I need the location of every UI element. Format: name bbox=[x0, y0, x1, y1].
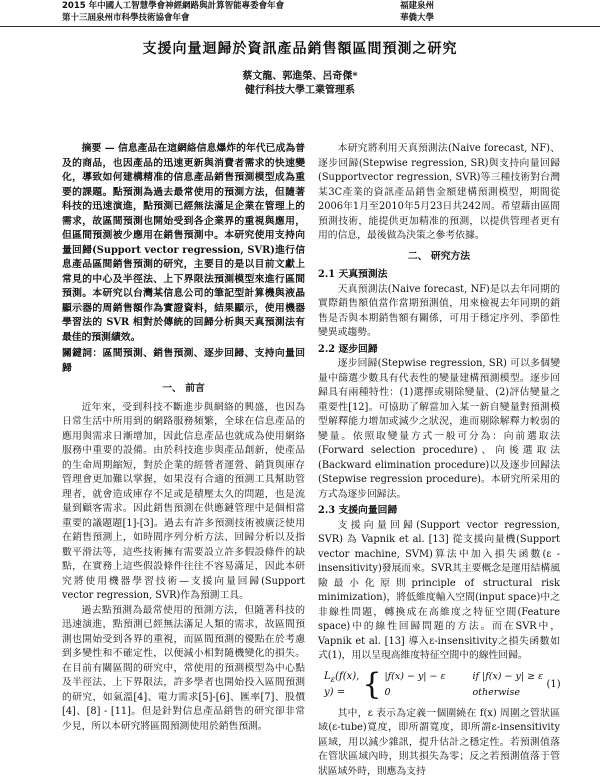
author-block bbox=[0, 70, 600, 98]
intro-paragraph-1: 近年來，受到科技不斷進步與網絡的興盛，也因為日常生活中所用到的網路服務頻繁，全球在信息產品的應用與需求日漸增加，因此信息產品也就成為使用網絡服務中重要的設備。由於科技進步與產品創新，使產品的生命周期縮短，對於企業的經營者運營、銷貨與庫存管理會更加難以掌握，如果沒有合適的預測工具幫助管理者，就會造成庫存不足或是積壓太久的問題，也是流量到顧客需求。因此銷售預測在供應鏈管理中是個相當重要的議題題[1]-[3]。過去有許多預測技術被廣泛使用在銷售預測上，如時間序列分析方法、回歸分析以及指數平滑法等，這些技術擁有需要設立許多假設條件的缺點，在實務上這些假設條件往往不容易滿足，因此本研究將使用機器學習技術—支援向量回歸(Support vector regression, SVR)作為預測工具。 bbox=[62, 401, 305, 604]
left-brace-icon: { bbox=[362, 670, 381, 700]
equation-cases bbox=[359, 670, 546, 701]
svr-paragraph: 支援向量回歸(Support vector regression, SVR) 為 Vapnik et al. [13] 從支援向量機(Support vector machine, SVM)算法中加入損失函數(ε -insensitivity)發展而來。SVR其主要概念是運用結構風險最小化原則principle of structural risk minimization)，將低維度輸入空間(input space)中之非線性問題，轉換成在高維度之特征空間(Feature space)中的線性回歸問題的方法。而在SVR中，Vapnik et al. [13] 導入ε-insensitivity之損失函數如式(1)，用以呈現高維度特征空間中的線性回歸。 bbox=[318, 519, 560, 664]
intro-paragraph-2: 過去點預測為最常使用的預測方法，但隨著科技的迅速演進，點預測已經無法滿足人類的需求，故區間預測也開始受到各界的重視，而區間預測的優點在於考慮到多變性和不確定性，以便減小相對隨機變化的損失。在目前有關區間的研究中，常使用的預測模型為中心點及半徑法、上下界限法，許多學者也開始投入區間預測的研究，如氣溫[4]、電力需求[5]-[6]、匯率[7]、股價[4]、[8] - [11]。但是針對信息產品銷售的研究卻非常少見，所以本研究將區間預測使用於銷售預測。 bbox=[62, 604, 305, 735]
intro-paragraph-3: 本研究將利用天真預測法(Naive forecast, NF)、逐步回歸(Stepwise regression, SR)與支持向量回歸(Supportvector regression, SVR)等三種技術對台灣某3C產業的資訊產品銷售金額建構預測模型，期間從2006年1月至2010年5月23日共242周。希望藉由區間預測技術，能提供更加精准的預測，以提供管理者更有用的信息，最後做為決策之參考依據。 bbox=[318, 142, 560, 244]
header-left bbox=[62, 0, 284, 24]
subsection-heading-naive: 2.1 天真預測法 bbox=[318, 268, 560, 283]
naive-paragraph: 天真預測法(Naive forecast, NF)是以去年同期的實際銷售額值當作當期預測值，用來檢視去年同期的銷售是否與本期銷售額有關係，可用于穩定序列、季節性變異或趨勢。 bbox=[318, 283, 560, 341]
case-2-condition: otherwise bbox=[472, 686, 546, 701]
author-affiliation: 健行科技大學工業管理系 bbox=[0, 84, 600, 98]
header-association: 第十三屆泉州市科學技術協會年會 bbox=[62, 12, 284, 24]
header-location: 福建泉州 bbox=[400, 0, 434, 12]
stepwise-paragraph: 逐步回歸(Stepwise regression, SR) 可以多個變量中篩選少數具有代表性的變量建構預測模型。逐步回歸具有兩種特性：(1)選擇或剔除變量、(2)評估變量之重要性[12]。可協助了解當加入某一新自變量對預測模型解釋能力增加或減少之狀況，進而剔除解釋力較弱的變量。依照取變量方式一般可分為：向前選取法(Forward selection procedure)、向後選取法(Backward elimination procedure)以及逐步回歸法(Stepwise regression procedure)。本研究所采用的方式為逐步回歸法。 bbox=[318, 357, 560, 502]
equation-number: (1) bbox=[546, 678, 562, 693]
equation-1 bbox=[318, 670, 560, 701]
subsection-heading-stepwise: 2.2 逐步回歸 bbox=[318, 343, 560, 358]
paper-title: 支援向量迴歸於資訊產品銷售額區間預測之研究 bbox=[0, 38, 600, 58]
subsection-heading-svr: 2.3 支援向量回歸 bbox=[318, 504, 560, 519]
header-conference: 2015 年中國人工智慧學會神經網路與計算智能專委會年會 bbox=[62, 0, 284, 12]
keywords: 關鍵詞：區間預測、銷售預測、逐步回歸、支持向量回歸 bbox=[62, 347, 305, 376]
case-1-condition: if |f(x) − y| ≥ ε bbox=[472, 670, 546, 685]
case-1-expression: |f(x) − y| − ε bbox=[384, 670, 472, 685]
svr-paragraph-continued: 其中，ε 表示為定義一個圍繞在 f(x) 周圍之管狀區域(ε-tube)寬度，即所謂寬度，即所謂ε-insensitivity區域，用以減少雜訊，提升估計之穩定性。若預測值落在管狀區域內時，則其損失為零；反之若預測值落于管狀區域外時，則應為支持 bbox=[318, 707, 560, 779]
right-column bbox=[318, 142, 560, 779]
author-names: 蔡文龍、郭進榮、呂奇傑* bbox=[0, 70, 600, 84]
header-university: 華僑大學 bbox=[400, 12, 434, 24]
equation-rows bbox=[384, 670, 546, 701]
abstract: 摘要 — 信息產品在這網絡信息爆炸的年代已成為普及的商品，也因產品的迅速更新與消費者需求的快速變化，導致如何建構精准的信息產品銷售預測模型成為重要的課題。點預測為過去最常使用的預測方法，但隨著科技的迅速演進，點預測已經無法滿足企業在管理上的需求，故區間預測也開始受到各企業界的重視與應用，但區間預測被少應用在銷售預測中。本研究使用支持向量回歸(Support vector regression, SVR)進行信息產品區間銷售預測的研究，主要目的是以目前文獻上常見的中心及半徑法、上下界限法預測模型來進行區間預測。本研究以台灣某信息公司的筆記型計算機與液晶顯示器的周銷售額作為實證資料，結果顯示，使用機器學習法的 SVR 相對於傳統的回歸分析與天真預測法有最佳的預測績效。 bbox=[62, 142, 305, 345]
left-column bbox=[62, 142, 305, 734]
running-header bbox=[0, 0, 600, 27]
header-right bbox=[400, 0, 434, 24]
equation-lhs: $L_\varepsilon(f(x)$, y) = bbox=[318, 670, 359, 701]
section-heading-methods: 二、 研究方法 bbox=[318, 250, 560, 265]
case-2-expression: 0 bbox=[384, 686, 472, 701]
section-heading-introduction: 一、 前言 bbox=[62, 382, 305, 397]
